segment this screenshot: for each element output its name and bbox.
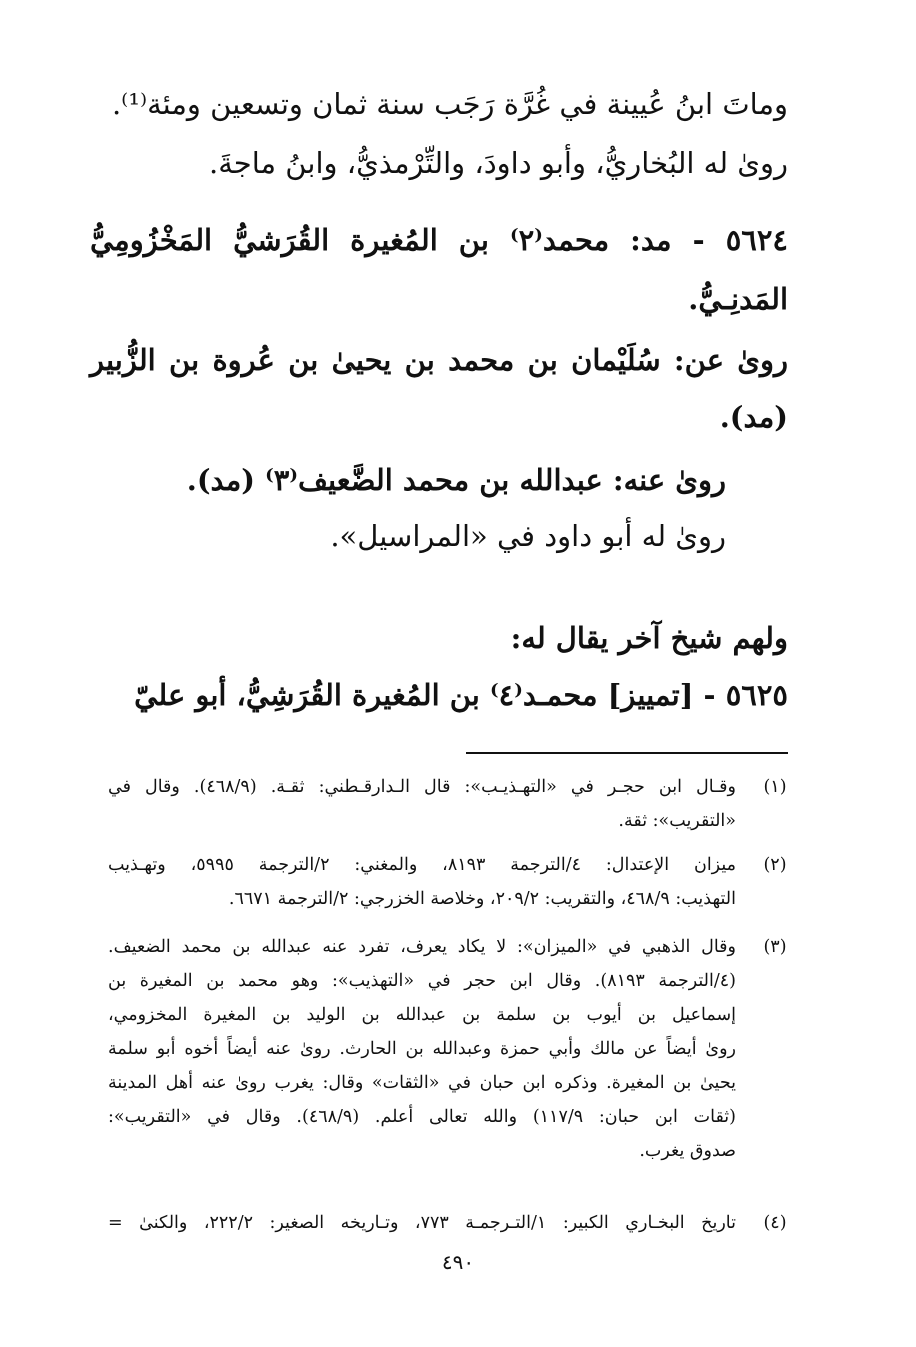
footnote-line: (٤/الترجمة ٨١٩٣). وقال ابن حجر في «التهذيب»: وهو محمد بن المغيرة بن [108, 971, 736, 991]
footnote-number: (٣) [763, 937, 787, 957]
footnote-line: تاريخ البخـاري الكبير: ١/التـرجمـة ٧٧٣، وتـاريخه الصغير: ٢٢٢/٢، والكنىٰ = [108, 1213, 736, 1233]
footnote-number: (٤) [763, 1213, 787, 1233]
text-line-narrated-from-cont: (مد). [719, 400, 788, 434]
text-line-narrators: روىٰ له البُخاريُّ، وأبو داودَ، والتِّرْمذيُّ، وابنُ ماجةَ. [209, 146, 788, 180]
entry-heading-5624-cont: المَدنِـيُّ. [688, 282, 788, 316]
footnote-4 [108, 1206, 788, 1240]
footnote-line: «التقريب»: ثقة. [618, 811, 736, 831]
footnote-number: (١) [763, 777, 787, 797]
footnote-1 [108, 770, 788, 838]
text-line-death-date: وماتَ ابنُ عُيينة في غُرَّة رَجَب سنة ثمان وتسعين ومئة⁽¹⁾. [111, 87, 788, 121]
footnote-line: التهذيب: ٤٦٨/٩، والتقريب: ٢٠٩/٢، وخلاصة الخزرجي: ٢/الترجمة ٦٦٧١. [228, 889, 736, 909]
footnote-line: ميزان الإعتدال: ٤/الترجمة ٨١٩٣، والمغني: ٢/الترجمة ٥٩٩٥، وتهـذيب [108, 855, 736, 875]
page-number: ٤٩٠ [441, 1250, 475, 1274]
footnote-line: يحيىٰ بن المغيرة. وذكره ابن حبان في «الثقات» وقال: يغرب روىٰ عنه أهل المدينة [108, 1073, 736, 1093]
entry-heading-5624: ٥٦٢٤ - مد: محمد⁽٢⁾ بن المُغيرة القُرَشيُّ المَخْزُومِيُّ [90, 223, 789, 257]
footnote-line: (ثقات ابن حبان: ١١٧/٩) والله تعالى أعلم. (٤٦٨/٩). وقال في «التقريب»: [108, 1107, 736, 1127]
footnote-line: إسماعيل بن أيوب بن سلمة بن عبدالله بن الوليد بن المغيرة المخزومي، [108, 1005, 736, 1025]
text-line-marasil: روىٰ له أبو داود في «المراسيل». [330, 519, 726, 553]
footnote-line: روىٰ أيضاً عن مالك وأبي حمزة وعبدالله بن الحارث. روىٰ عنه أيضاً أخوه أبو سلمة [108, 1039, 736, 1059]
text-line-narrated-from: روىٰ عن: سُلَيْمان بن محمد بن يحيىٰ بن عُروة بن الزُّبير [90, 343, 788, 377]
footnote-line: وقال الذهبي في «الميزان»: لا يكاد يعرف، تفرد عنه عبدالله بن محمد الضعيف. [108, 937, 736, 957]
footnote-number: (٢) [763, 855, 787, 875]
entry-heading-5625: ٥٦٢٥ - [تمييز] محمـد⁽٤⁾ بن المُغيرة القُرَشِيُّ، أبو عليّ [134, 678, 788, 712]
footnote-line: صدوق يغرب. [639, 1141, 736, 1161]
footnote-2 [108, 848, 788, 916]
footnote-separator [466, 752, 788, 754]
section-heading-another-sheikh: ولهم شيخ آخر يقال له: [510, 621, 788, 655]
text-line-narrated-by: روىٰ عنه: عبدالله بن محمد الضَّعيف⁽٣⁾ (مد). [186, 463, 726, 497]
footnote-line: وقـال ابن حجـر في «التهـذيـب»: قال الـدارقـطني: ثقـة. (٤٦٨/٩). وقال في [108, 777, 736, 797]
footnote-3 [108, 930, 788, 1168]
